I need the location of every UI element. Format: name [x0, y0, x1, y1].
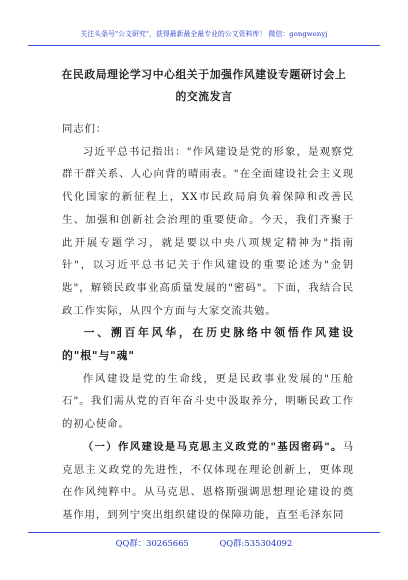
- paragraph-3: [62, 436, 354, 527]
- header-promo-text: 关注头条号"公文研究"，获得最新最全最专业的公文资料库！ 微信：gongwenyj: [80, 30, 328, 38]
- paragraph-3-text: 马克思主义政党的先进性，不仅体现在理论创新上，更体现在作风纯粹中。从马克思、恩格斯强调思想理论建设的奠基作用，到列宁突出组织建设的保障功能，直至毛泽东同: [62, 440, 354, 521]
- title-line-1: 在民政局理论学习中心组关于加强作风建设专题研讨会上: [61, 68, 347, 81]
- paragraph-1: 习近平总书记指出："作风建设是党的形象，是观察党群干群关系、人心向背的晴雨表。"在全面建设社会主义现代化国家的新征程上，XX市民政局肩负着保障和改善民生、加强和创新社会治理的重要使命。今天，我们齐聚于此开展专题学习，就是要以中央八项规定精神为"指南针"，以习近平总书记关于作风建设的重要论述为"金钥匙"，解锁民政事业高质量发展的"密码"。下面，我结合民政工作实际，从四个方面与大家交流共勉。: [62, 145, 354, 317]
- title-line-2: 的交流发言: [175, 90, 233, 103]
- footer-qq-group-1: QQ群：30265665: [115, 538, 189, 548]
- section-heading-1: 一、溯百年风华，在历史脉络中领悟作风建设的"根"与"魂": [62, 326, 354, 363]
- subheading-1: （一）作风建设是马克思主义政党的"基因密码"。: [82, 440, 343, 453]
- footer-qq-group-2: QQ群:535304092: [219, 538, 293, 548]
- header-divider: [28, 45, 380, 46]
- footer: [0, 537, 408, 549]
- salutation: 同志们：: [62, 123, 108, 135]
- paragraph-2: 作风建设是党的生命线，更是民政事业发展的"压舱石"。我们需从党的百年奋斗史中汲取养分，明晰民政工作的初心使命。: [62, 372, 354, 431]
- document-body: [62, 118, 354, 527]
- footer-divider: [28, 532, 380, 533]
- document-title: [40, 64, 368, 108]
